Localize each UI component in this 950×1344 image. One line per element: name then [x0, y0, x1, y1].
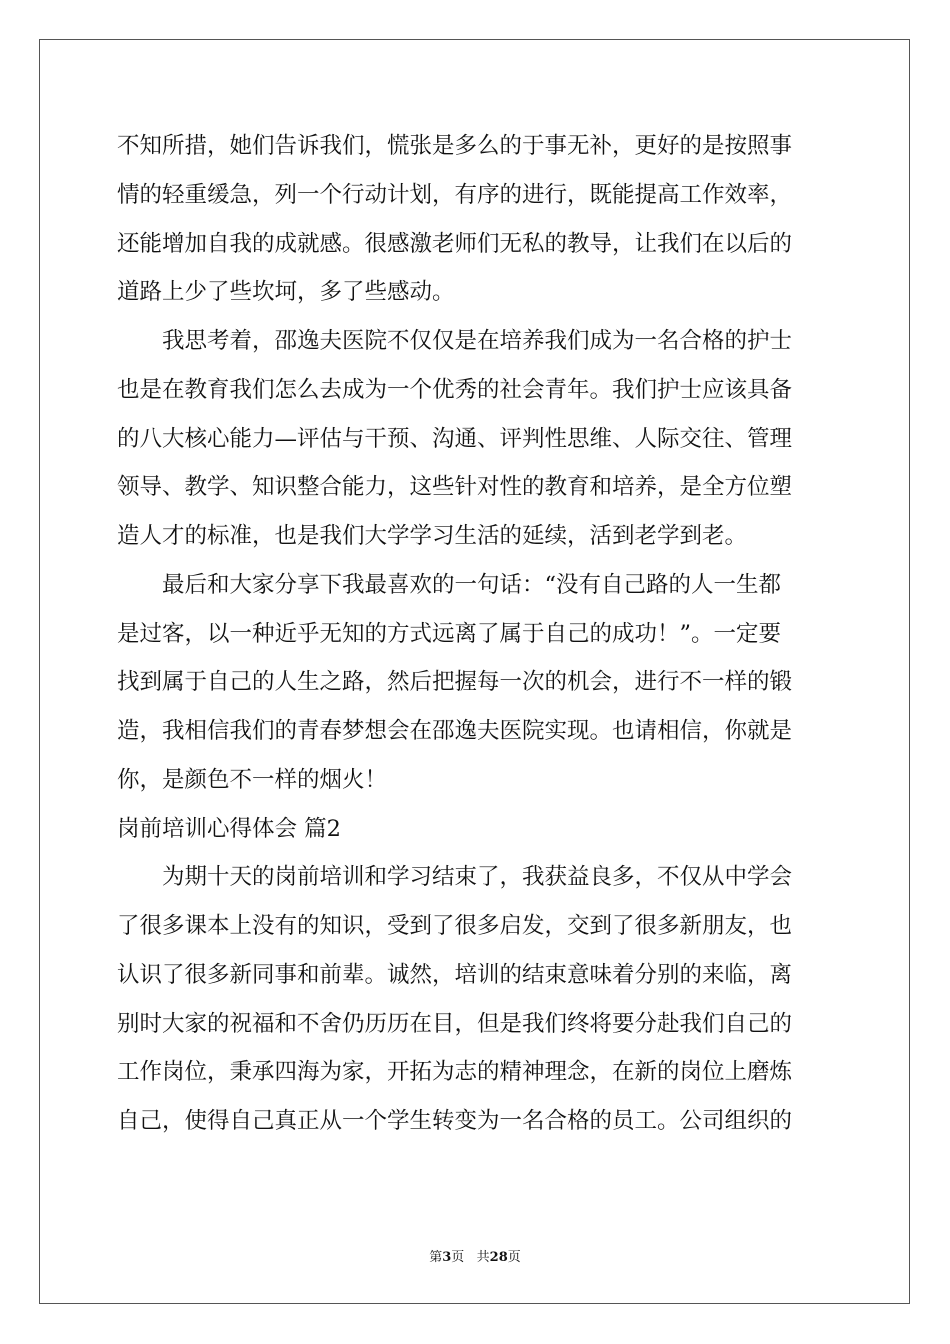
paragraph-start-line: 我思考着，邵逸夫医院不仅仅是在培养我们成为一名合格的护士 [162, 328, 793, 354]
text-line: 领导、教学、知识整合能力，这些针对性的教育和培养，是全方位塑 [117, 474, 793, 501]
page-number: 3 [442, 1250, 452, 1265]
footer-suffix: 页 [507, 1250, 521, 1265]
page-footer [0, 1246, 950, 1265]
footer-prefix: 第 [429, 1250, 443, 1265]
text-line: 找到属于自己的人生之路，然后把握每一次的机会，进行不一样的锻 [117, 669, 793, 696]
text-line: 造人才的标准，也是我们大学学习生活的延续，活到老学到老。 [117, 523, 748, 549]
text-line: 的八大核心能力—评估与干预、沟通、评判性思维、人际交往、管理 [117, 425, 793, 452]
footer-mid: 页 共 [451, 1250, 490, 1265]
paragraph-start-line: 为期十天的岗前培训和学习结束了，我获益良多，不仅从中学会 [162, 864, 793, 891]
text-line: 道路上少了些坎坷，多了些感动。 [117, 279, 455, 306]
text-line: 别时大家的祝福和不舍仍历历在目，但是我们终将要分赴我们自己的 [117, 1010, 793, 1037]
text-line: 自己，使得自己真正从一个学生转变为一名合格的员工。公司组织的 [117, 1108, 793, 1134]
text-line: 了很多课本上没有的知识，受到了很多启发，交到了很多新朋友，也 [117, 913, 793, 939]
text-line: 造，我相信我们的青春梦想会在邵逸夫医院实现。也请相信，你就是 [117, 718, 793, 744]
text-line: 还能增加自我的成就感。很感激老师们无私的教导，让我们在以后的 [117, 230, 793, 257]
text-line: 工作岗位，秉承四海为家，开拓为志的精神理念，在新的岗位上磨炼 [117, 1059, 793, 1086]
text-line: 认识了很多新同事和前辈。诚然，培训的结束意味着分别的来临，离 [117, 961, 793, 988]
text-line: 也是在教育我们怎么去成为一个优秀的社会青年。我们护士应该具备 [117, 376, 793, 403]
paragraph-start-line: 最后和大家分享下我最喜欢的一句话：“没有自己路的人一生都 [162, 571, 782, 598]
text-line: 你，是颜色不一样的烟火！ [117, 766, 388, 793]
total-pages: 28 [489, 1250, 508, 1265]
text-line: 不知所措，她们告诉我们，慌张是多么的于事无补，更好的是按照事 [117, 133, 793, 159]
document-body [117, 122, 837, 1146]
section-heading: 岗前培训心得体会 篇2 [117, 815, 341, 842]
text-line: 情的轻重缓急，列一个行动计划，有序的进行，既能提高工作效率， [117, 181, 793, 208]
text-line: 是过客，以一种近乎无知的方式远离了属于自己的成功！”。一定要 [117, 620, 782, 647]
